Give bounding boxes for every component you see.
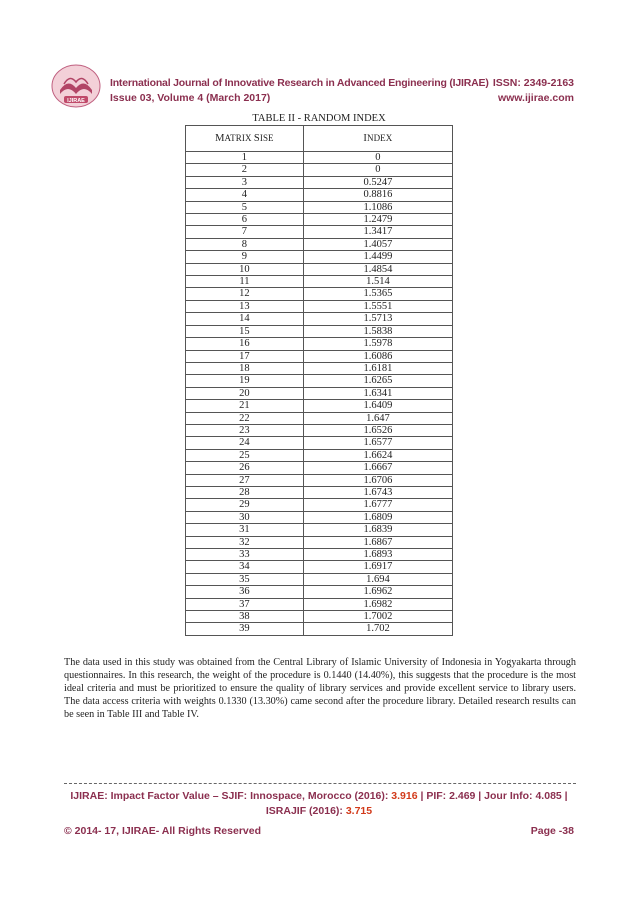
isra-value: 3.715 [345, 805, 373, 817]
issue-info: Issue 03, Volume 4 (March 2017) [110, 92, 271, 104]
table-row [186, 263, 453, 275]
index-value-cell: 1.514 [303, 276, 452, 288]
matrix-size-cell: 30 [186, 511, 304, 523]
table-row [186, 276, 453, 288]
table-row [186, 511, 453, 523]
matrix-size-cell: 35 [186, 573, 304, 585]
table-row [186, 152, 453, 164]
index-value-cell: 1.5551 [303, 300, 452, 312]
matrix-size-cell: 20 [186, 387, 304, 399]
index-value-cell: 1.6743 [303, 486, 452, 498]
footer-impact-factor: IJIRAE: Impact Factor Value – SJIF: Innospace, Morocco (2016): 3.916 | PIF: 2.469 | Jour Info: 4.085 | [70, 790, 568, 802]
table-row [186, 400, 453, 412]
table-header-row [186, 126, 453, 152]
index-value-cell: 1.6917 [303, 561, 452, 573]
table-row [186, 536, 453, 548]
index-value-cell: 1.6526 [303, 424, 452, 436]
issn: ISSN: 2349-2163 [492, 77, 574, 89]
index-value-cell: 1.6624 [303, 449, 452, 461]
matrix-size-cell: 8 [186, 238, 304, 250]
table-row [186, 238, 453, 250]
table-row [186, 375, 453, 387]
matrix-size-cell: 27 [186, 474, 304, 486]
index-value-cell: 1.2479 [303, 214, 452, 226]
matrix-size-cell: 37 [186, 598, 304, 610]
index-value-cell: 1.7002 [303, 611, 452, 623]
index-value-cell: 1.3417 [303, 226, 452, 238]
random-index-table [185, 125, 453, 636]
table-body [186, 152, 453, 636]
table-row [186, 586, 453, 598]
table-row [186, 288, 453, 300]
table-row [186, 499, 453, 511]
matrix-size-cell: 10 [186, 263, 304, 275]
table-row [186, 561, 453, 573]
index-value-cell: 1.702 [303, 623, 452, 635]
index-value-cell: 1.5713 [303, 313, 452, 325]
table-row [186, 598, 453, 610]
table-row [186, 462, 453, 474]
matrix-size-cell: 23 [186, 424, 304, 436]
table-row [186, 251, 453, 263]
index-value-cell: 1.647 [303, 412, 452, 424]
index-value-cell: 1.6839 [303, 524, 452, 536]
matrix-size-cell: 28 [186, 486, 304, 498]
table-row [186, 325, 453, 337]
table-row [186, 214, 453, 226]
matrix-size-cell: 12 [186, 288, 304, 300]
index-value-cell: 1.6706 [303, 474, 452, 486]
matrix-size-cell: 2 [186, 164, 304, 176]
index-value-cell: 1.5838 [303, 325, 452, 337]
table-row [186, 474, 453, 486]
index-value-cell: 1.694 [303, 573, 452, 585]
matrix-size-cell: 16 [186, 338, 304, 350]
matrix-size-cell: 17 [186, 350, 304, 362]
footer-isra: ISRAJIF (2016): 3.715 [265, 805, 373, 817]
index-value-cell: 1.6962 [303, 586, 452, 598]
copyright: © 2014- 17, IJIRAE- All Rights Reserved [64, 825, 262, 837]
table-row [186, 164, 453, 176]
index-value-cell: 1.6181 [303, 362, 452, 374]
matrix-size-cell: 24 [186, 437, 304, 449]
table-row [186, 611, 453, 623]
table-row [186, 524, 453, 536]
sjif-value: 3.916 [391, 790, 418, 802]
table-row [186, 623, 453, 635]
table-row [186, 573, 453, 585]
table-row [186, 486, 453, 498]
index-value-cell: 0.5247 [303, 176, 452, 188]
matrix-size-cell: 38 [186, 611, 304, 623]
column-header-matrix-size: MATRIX SISE [186, 126, 304, 152]
matrix-size-cell: 5 [186, 201, 304, 213]
matrix-size-cell: 34 [186, 561, 304, 573]
matrix-size-cell: 26 [186, 462, 304, 474]
matrix-size-cell: 3 [186, 176, 304, 188]
journal-website-link[interactable]: www.ijirae.com [497, 92, 574, 104]
index-value-cell: 0 [303, 164, 452, 176]
table-row [186, 300, 453, 312]
body-paragraph: The data used in this study was obtained from the Central Library of Islamic University of Indonesia in Yogyakarta through questionnaires. In this research, the weight of the procedure is 0.1440 (14.40%), this suggests that the procedure is the most ideal criteria and must be prioritized to ensure the quality of library services and provide excellent service to library users. The data access criteria with weights 0.1330 (13.30%) came second after the procedure library. Detailed research results can be seen in Table III and Table IV. [64, 657, 576, 720]
index-value-cell: 1.5978 [303, 338, 452, 350]
index-value-cell: 1.6667 [303, 462, 452, 474]
index-value-cell: 1.4854 [303, 263, 452, 275]
index-value-cell: 1.6409 [303, 400, 452, 412]
matrix-size-cell: 25 [186, 449, 304, 461]
table-row [186, 201, 453, 213]
index-value-cell: 1.6893 [303, 549, 452, 561]
index-value-cell: 1.6577 [303, 437, 452, 449]
page-header [0, 0, 638, 110]
matrix-size-cell: 31 [186, 524, 304, 536]
matrix-size-cell: 22 [186, 412, 304, 424]
table-row [186, 549, 453, 561]
matrix-size-cell: 11 [186, 276, 304, 288]
matrix-size-cell: 19 [186, 375, 304, 387]
table-row [186, 362, 453, 374]
index-value-cell: 0.8816 [303, 189, 452, 201]
matrix-size-cell: 13 [186, 300, 304, 312]
table-row [186, 189, 453, 201]
matrix-size-cell: 15 [186, 325, 304, 337]
matrix-size-cell: 36 [186, 586, 304, 598]
journal-title: International Journal of Innovative Research in Advanced Engineering (IJIRAE) [110, 77, 489, 89]
table-row [186, 313, 453, 325]
table-row [186, 226, 453, 238]
table-row [186, 387, 453, 399]
index-value-cell: 1.5365 [303, 288, 452, 300]
index-value-cell: 1.4057 [303, 238, 452, 250]
matrix-size-cell: 4 [186, 189, 304, 201]
table-caption: TABLE II - RANDOM INDEX [252, 113, 386, 124]
table-row [186, 437, 453, 449]
matrix-size-cell: 29 [186, 499, 304, 511]
table-row [186, 350, 453, 362]
index-value-cell: 1.6777 [303, 499, 452, 511]
index-value-cell: 0 [303, 152, 452, 164]
matrix-size-cell: 21 [186, 400, 304, 412]
table-row [186, 412, 453, 424]
table-row [186, 424, 453, 436]
index-value-cell: 1.6867 [303, 536, 452, 548]
svg-text:IJIRAE: IJIRAE [67, 98, 85, 104]
index-value-cell: 1.6809 [303, 511, 452, 523]
matrix-size-cell: 7 [186, 226, 304, 238]
footer-divider [64, 783, 576, 784]
matrix-size-cell: 33 [186, 549, 304, 561]
matrix-size-cell: 9 [186, 251, 304, 263]
index-value-cell: 1.1086 [303, 201, 452, 213]
index-value-cell: 1.6341 [303, 387, 452, 399]
index-value-cell: 1.4499 [303, 251, 452, 263]
table-row [186, 338, 453, 350]
matrix-size-cell: 39 [186, 623, 304, 635]
page-number: Page -38 [530, 825, 574, 837]
matrix-size-cell: 14 [186, 313, 304, 325]
matrix-size-cell: 18 [186, 362, 304, 374]
table-row [186, 176, 453, 188]
index-value-cell: 1.6265 [303, 375, 452, 387]
column-header-index: INDEX [303, 126, 452, 152]
index-value-cell: 1.6086 [303, 350, 452, 362]
ijirae-logo [50, 64, 102, 108]
table-row [186, 449, 453, 461]
index-value-cell: 1.6982 [303, 598, 452, 610]
matrix-size-cell: 32 [186, 536, 304, 548]
matrix-size-cell: 6 [186, 214, 304, 226]
matrix-size-cell: 1 [186, 152, 304, 164]
